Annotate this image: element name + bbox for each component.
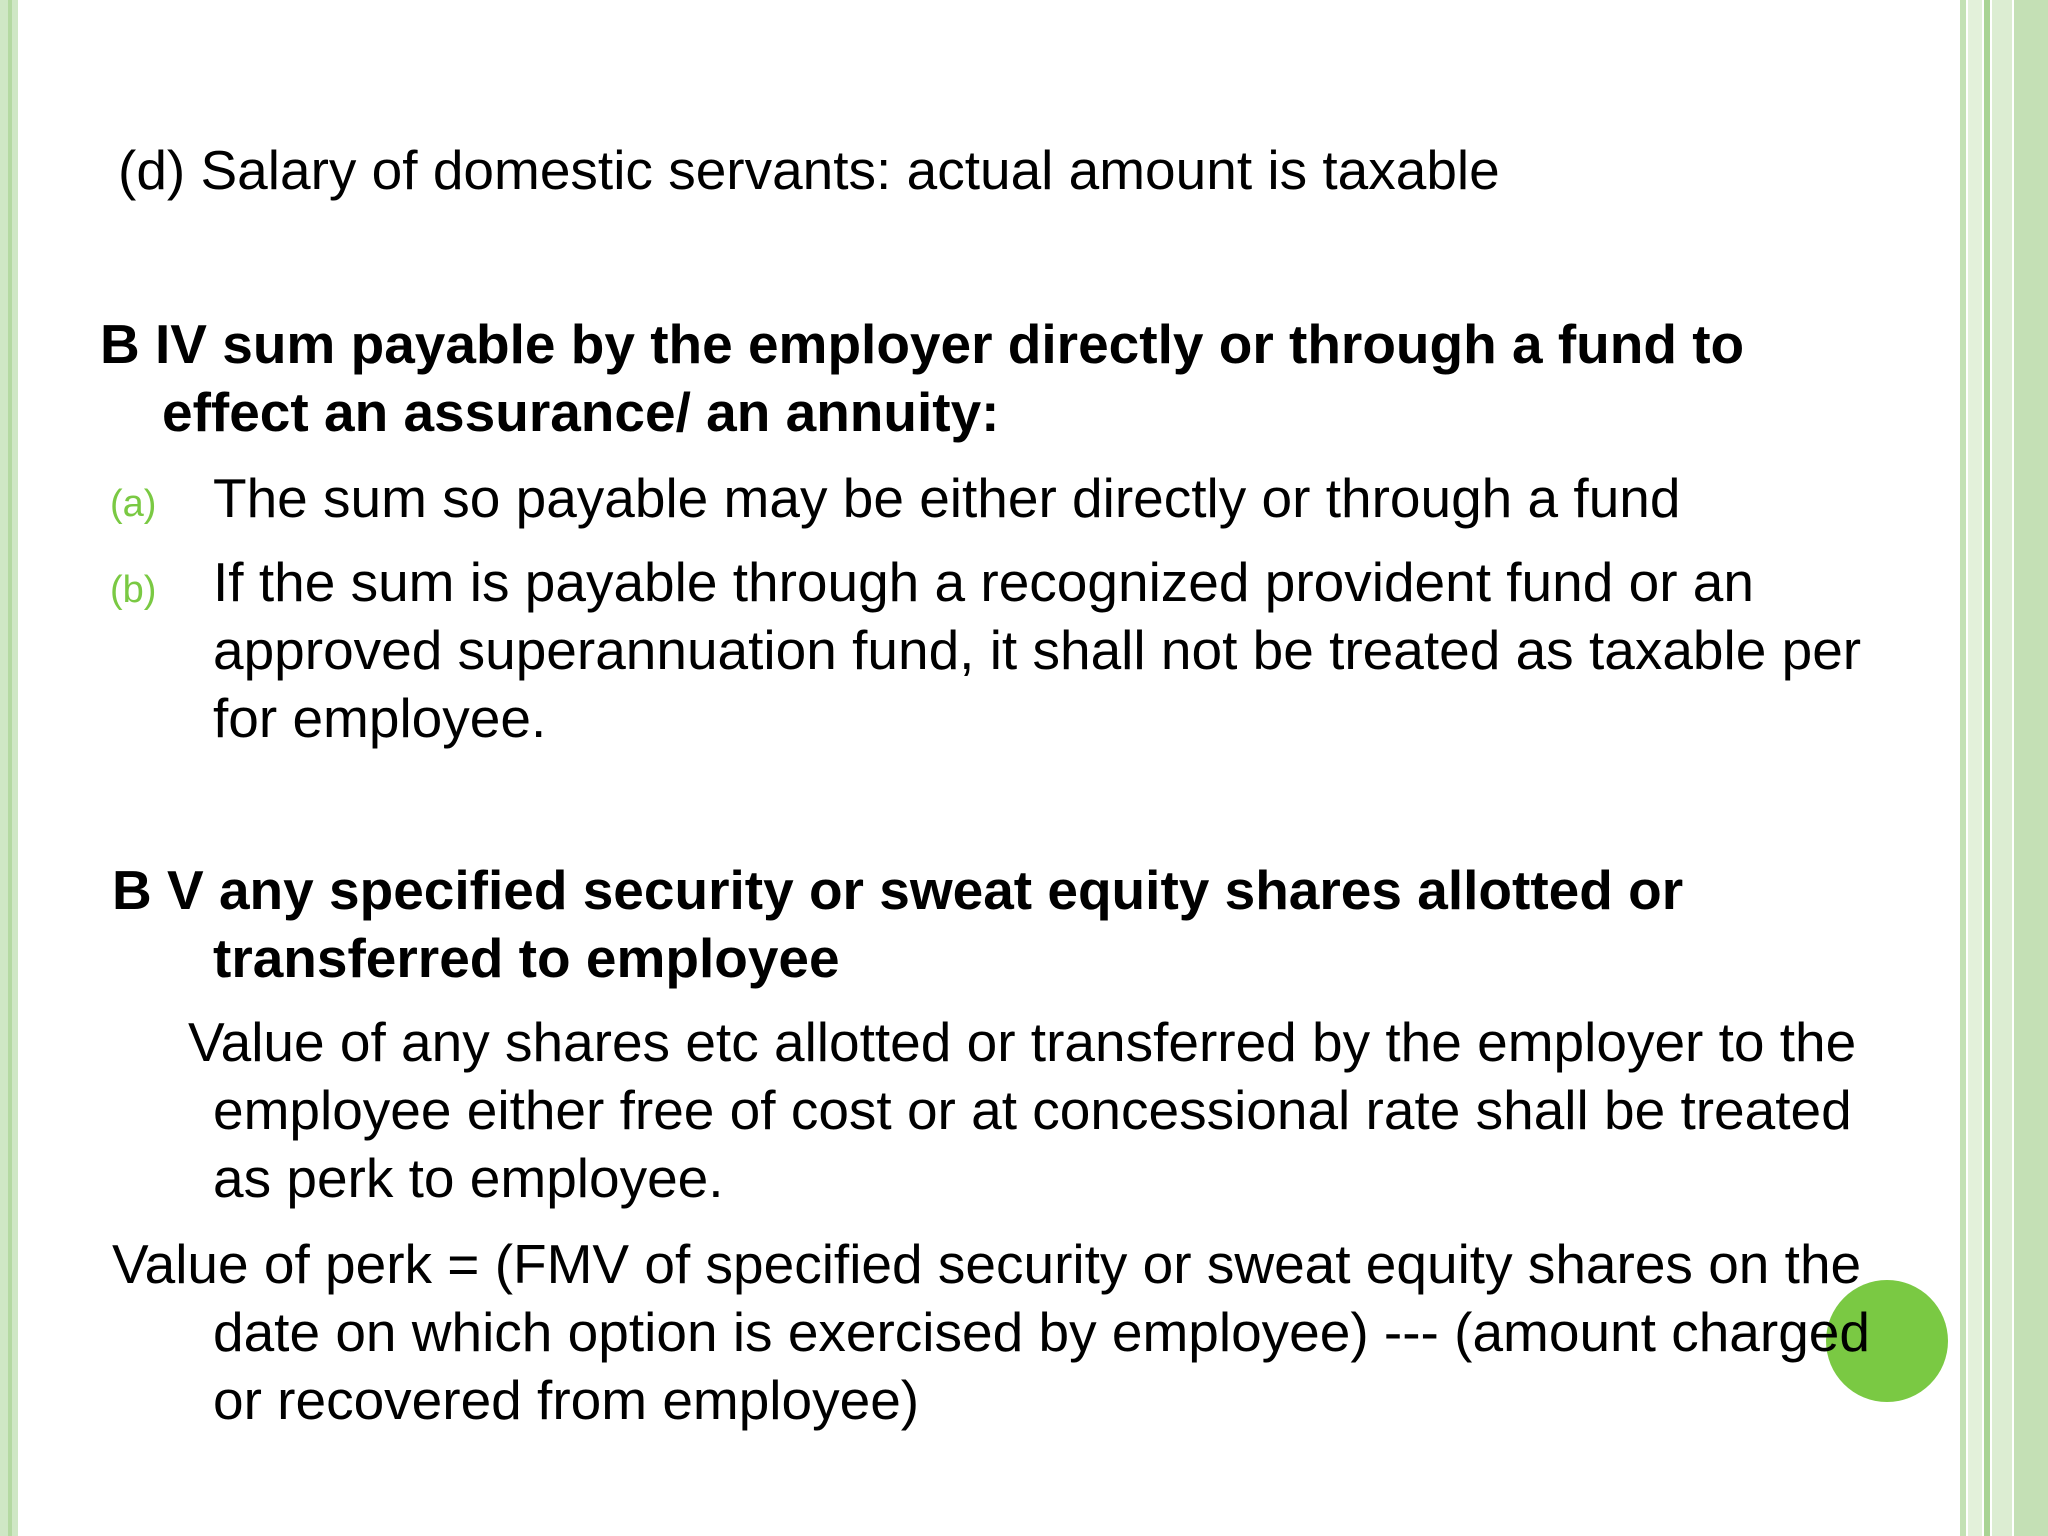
point-a-text: The sum so payable may be either directly or through a fund [213, 467, 1681, 529]
item-d-text: (d) Salary of domestic servants: actual amount is taxable [118, 139, 1500, 201]
right-border-band [2014, 0, 2048, 1536]
section-b4-heading-line2: effect an assurance/ an annuity: [162, 381, 1000, 443]
section-b5-body-line3: as perk to employee. [213, 1147, 724, 1209]
perk-formula-line1: Value of perk = (FMV of specified security or sweat equity shares on the [112, 1233, 1862, 1295]
right-border-band [1960, 0, 1966, 1536]
perk-formula-line3: or recovered from employee) [213, 1369, 920, 1431]
section-b5-heading-line1: B V any specified security or sweat equity shares allotted or [112, 859, 1684, 921]
section-b4-heading-line1: B IV sum payable by the employer directly or through a fund to [100, 313, 1745, 375]
perk-formula-line2: date on which option is exercised by employee) --- (amount charged [213, 1301, 1870, 1363]
right-border-band [1968, 0, 1982, 1536]
section-b5-body-line2: employee either free of cost or at concessional rate shall be treated [213, 1079, 1852, 1141]
section-b5-heading-line2: transferred to employee [213, 927, 840, 989]
right-border-band [1992, 0, 2012, 1536]
right-border-band [1984, 0, 1990, 1536]
section-b5-body-line1: Value of any shares etc allotted or transferred by the employer to the [188, 1011, 1857, 1073]
right-border-frame [1960, 0, 2048, 1536]
point-b-text-line1: If the sum is payable through a recognized provident fund or an [213, 551, 1754, 613]
point-b-text-line3: for employee. [213, 687, 547, 749]
point-b-text-line2: approved superannuation fund, it shall not be treated as taxable per [213, 619, 1862, 681]
bullet-marker-a: (a) [110, 483, 157, 525]
bullet-marker-b: (b) [110, 569, 157, 611]
